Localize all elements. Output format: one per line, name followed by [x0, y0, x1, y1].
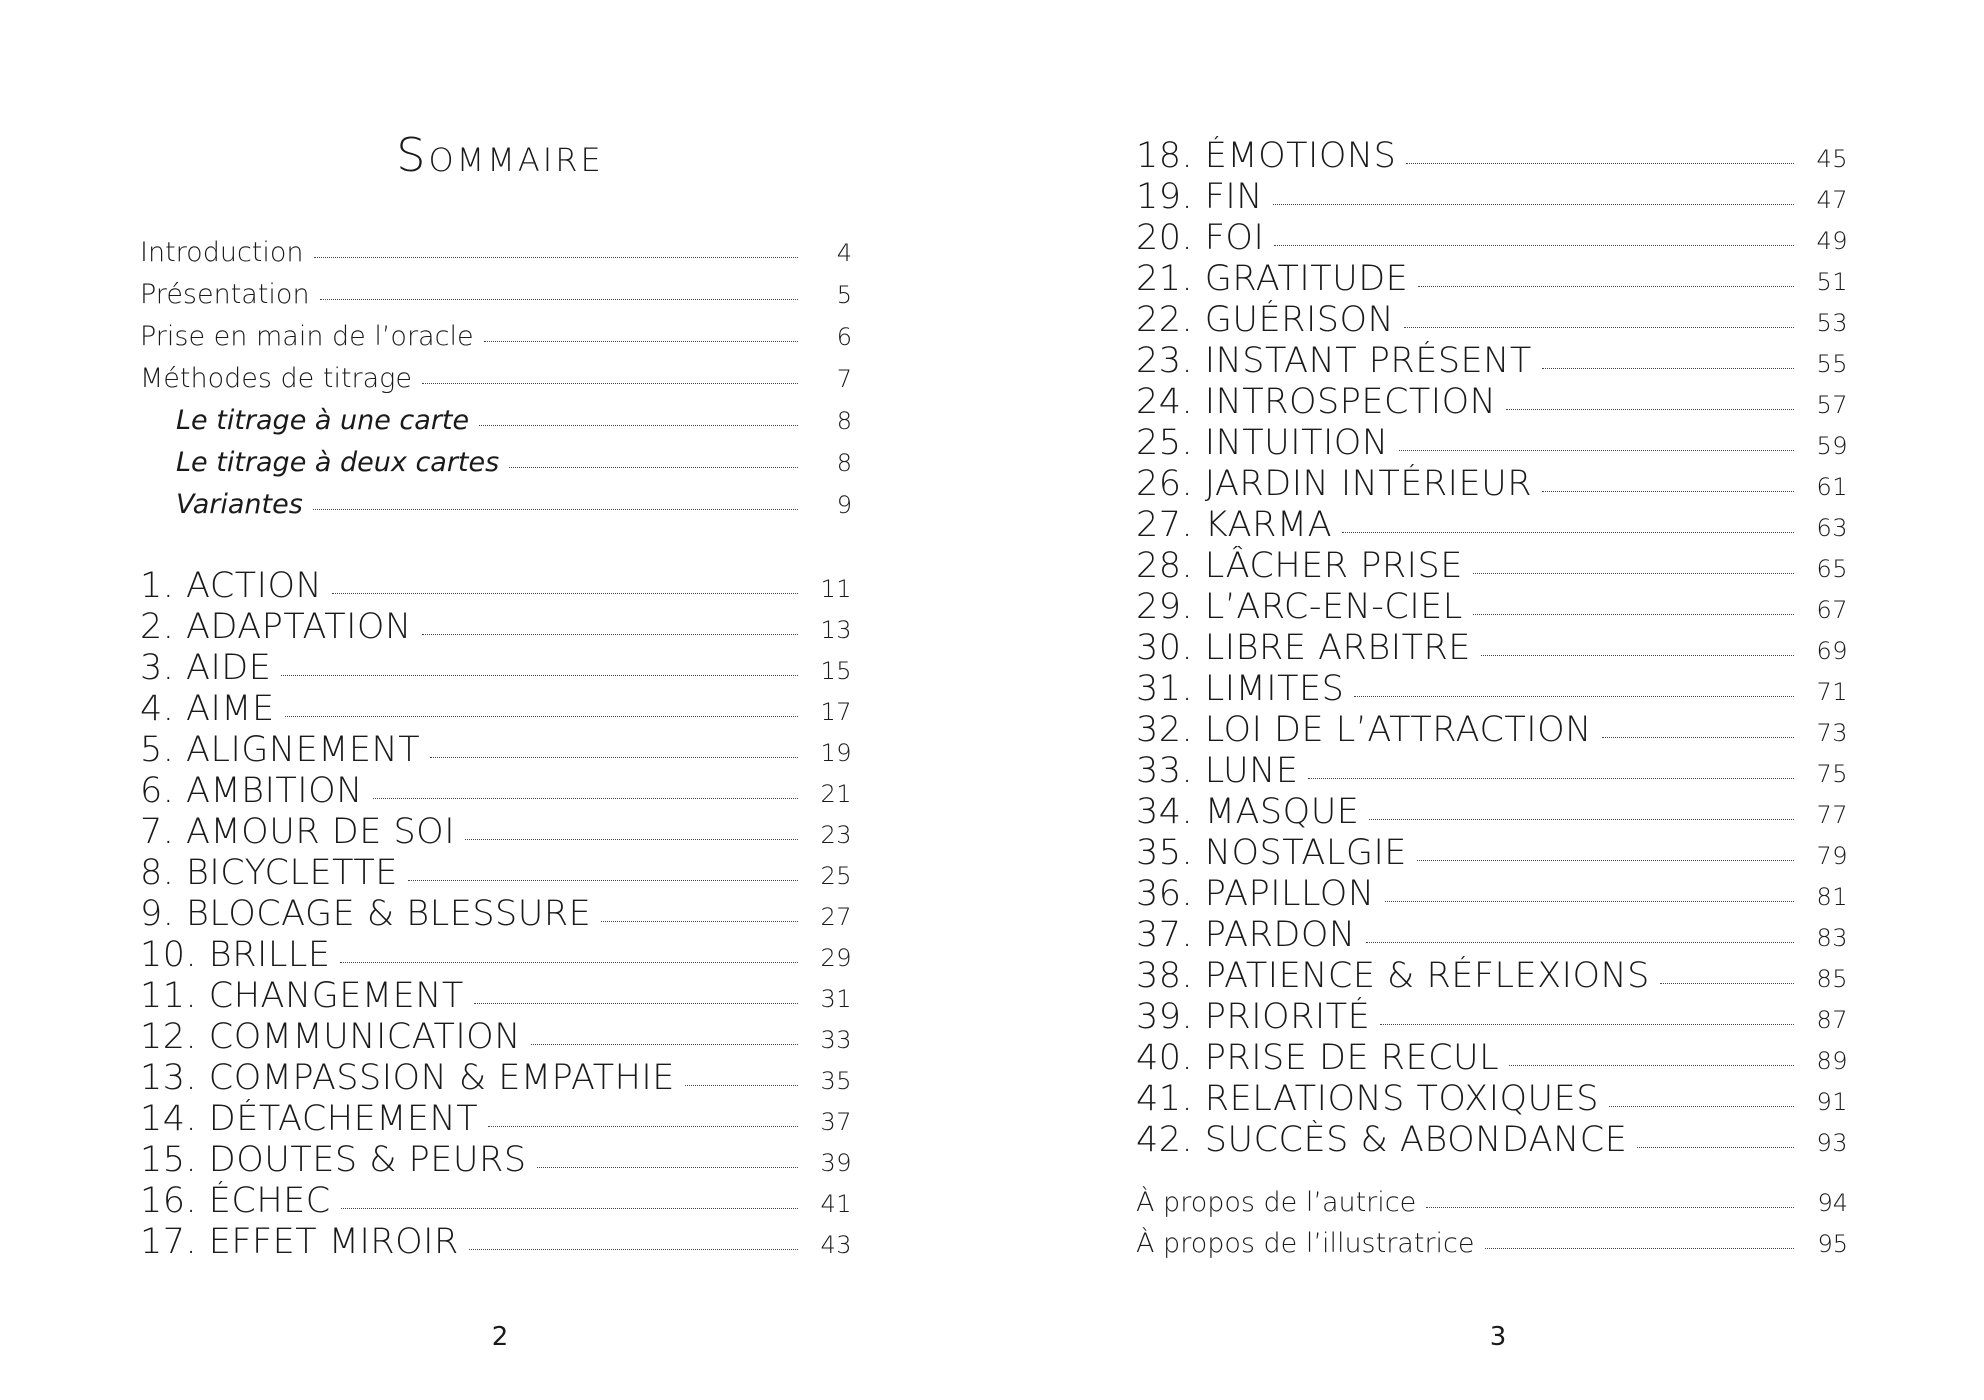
toc-chapter-page: 61: [1816, 473, 1848, 501]
toc-chapter-label: 8. BICYCLETTE: [140, 853, 398, 893]
toc-chapter-label: 21. GRATITUDE: [1136, 259, 1409, 299]
toc-chapter-page: 63: [1816, 514, 1848, 542]
dot-leader: [484, 341, 798, 342]
toc-chapter-page: 31: [820, 985, 852, 1013]
toc-chapter[interactable]: [1136, 587, 1848, 628]
dot-leader: [340, 962, 798, 963]
toc-chapter[interactable]: [1136, 1120, 1848, 1161]
toc-chapter[interactable]: [140, 771, 852, 812]
dot-leader: [1473, 573, 1794, 574]
toc-chapter[interactable]: [140, 894, 852, 935]
dot-leader: [1354, 696, 1794, 697]
toc-chapter-page: 51: [1816, 268, 1848, 296]
toc-chapter-page: 35: [820, 1067, 852, 1095]
toc-chapter-label: 16. ÉCHEC: [140, 1181, 331, 1221]
dot-leader: [1385, 901, 1794, 902]
toc-chapter-page: 47: [1816, 186, 1848, 214]
dot-leader: [1602, 737, 1794, 738]
dot-leader: [509, 467, 798, 468]
toc-chapter[interactable]: [140, 1017, 852, 1058]
dot-leader: [314, 257, 798, 258]
toc-chapter[interactable]: [1136, 956, 1848, 997]
toc-chapter[interactable]: [1136, 546, 1848, 587]
toc-chapter[interactable]: [1136, 833, 1848, 874]
toc-chapter[interactable]: [1136, 997, 1848, 1038]
toc-entry[interactable]: [140, 358, 852, 400]
dot-leader: [1542, 491, 1794, 492]
toc-chapter-label: 28. LÂCHER PRISE: [1136, 546, 1463, 586]
toc-entry-page: 7: [836, 365, 852, 393]
toc-chapter-page: 11: [820, 575, 852, 603]
dot-leader: [1380, 1024, 1794, 1025]
toc-chapter-label: 35. NOSTALGIE: [1136, 833, 1407, 873]
toc-chapter-page: 15: [820, 657, 852, 685]
toc-chapter[interactable]: [1136, 259, 1848, 300]
dot-leader: [408, 880, 798, 881]
toc-chapter-page: 73: [1816, 719, 1848, 747]
toc-chapter-page: 19: [820, 739, 852, 767]
toc-chapter-label: 9. BLOCAGE & BLESSURE: [140, 894, 592, 934]
toc-chapter-page: 41: [820, 1190, 852, 1218]
toc-chapter-label: 7. AMOUR DE SOI: [140, 812, 456, 852]
toc-chapter[interactable]: [140, 1222, 852, 1263]
dot-leader: [479, 425, 798, 426]
toc-chapter-page: 23: [820, 821, 852, 849]
toc-entry-page: 5: [836, 281, 852, 309]
toc-chapter-label: 6. AMBITION: [140, 771, 363, 811]
dot-leader: [1366, 942, 1794, 943]
toc-chapter-label: 1. ACTION: [140, 566, 323, 606]
toc-chapter[interactable]: [140, 976, 852, 1017]
toc-subentry[interactable]: [140, 442, 852, 484]
toc-chapter-page: 75: [1816, 760, 1848, 788]
toc-chapter-page: 65: [1816, 555, 1848, 583]
toc-chapter-label: 30. LIBRE ARBITRE: [1136, 628, 1471, 668]
toc-entry-page: 4: [836, 239, 852, 267]
toc-chapter[interactable]: [140, 1099, 852, 1140]
toc-chapter-label: 2. ADAPTATION: [140, 607, 412, 647]
toc-entry-label: Le titrage à une carte: [176, 405, 470, 436]
toc-entry[interactable]: [1136, 1223, 1848, 1264]
dot-leader: [1426, 1207, 1794, 1208]
toc-chapter-page: 91: [1816, 1088, 1848, 1116]
toc-entry-page: 8: [836, 449, 852, 477]
toc-chapter[interactable]: [140, 853, 852, 894]
dot-leader: [1509, 1065, 1794, 1066]
toc-chapter[interactable]: [1136, 628, 1848, 669]
toc-entry-label: Présentation: [140, 279, 310, 310]
dot-leader: [469, 1249, 798, 1250]
toc-about-list: [1136, 1182, 1848, 1264]
toc-chapter-label: 17. EFFET MIROIR: [140, 1222, 459, 1262]
dot-leader: [537, 1167, 798, 1168]
toc-entry[interactable]: [1136, 1182, 1848, 1223]
toc-subentry[interactable]: [140, 484, 852, 526]
toc-chapters-right-list: [1136, 136, 1848, 1161]
toc-chapter-page: 53: [1816, 309, 1848, 337]
toc-chapter-page: 59: [1816, 432, 1848, 460]
toc-chapter-label: 29. L’ARC-EN-CIEL: [1136, 587, 1463, 627]
toc-chapter-page: 57: [1816, 391, 1848, 419]
dot-leader: [373, 798, 798, 799]
toc-chapter[interactable]: [140, 730, 852, 771]
toc-chapter-page: 17: [820, 698, 852, 726]
toc-chapter-page: 77: [1816, 801, 1848, 829]
dot-leader: [474, 1003, 798, 1004]
dot-leader: [1369, 819, 1794, 820]
toc-chapter[interactable]: [1136, 300, 1848, 341]
toc-chapter[interactable]: [140, 935, 852, 976]
dot-leader: [430, 757, 798, 758]
toc-chapter-page: 79: [1816, 842, 1848, 870]
toc-chapter-label: 4. AIME: [140, 689, 275, 729]
dot-leader: [1406, 163, 1794, 164]
toc-entry[interactable]: [140, 316, 852, 358]
toc-chapter-label: 32. LOI DE L’ATTRACTION: [1136, 710, 1592, 750]
toc-chapter[interactable]: [1136, 751, 1848, 792]
toc-chapter-label: 27. KARMA: [1136, 505, 1333, 545]
dot-leader: [422, 383, 798, 384]
toc-chapter-page: 67: [1816, 596, 1848, 624]
toc-chapter[interactable]: [140, 648, 852, 689]
toc-chapter-page: 49: [1816, 227, 1848, 255]
dot-leader: [1506, 409, 1794, 410]
dot-leader: [1418, 286, 1794, 287]
toc-chapter-label: 14. DÉTACHEMENT: [140, 1099, 479, 1139]
toc-chapter-page: 69: [1816, 637, 1848, 665]
dot-leader: [285, 716, 798, 717]
dot-leader: [1417, 860, 1794, 861]
toc-chapter-label: 31. LIMITES: [1136, 669, 1345, 709]
toc-chapter-page: 21: [820, 780, 852, 808]
toc-chapter[interactable]: [1136, 915, 1848, 956]
toc-chapter-page: 55: [1816, 350, 1848, 378]
dot-leader: [1404, 327, 1794, 328]
toc-chapter-label: 12. COMMUNICATION: [140, 1017, 521, 1057]
toc-entry-page: 9: [836, 491, 852, 519]
toc-chapter[interactable]: [1136, 710, 1848, 751]
dot-leader: [422, 634, 798, 635]
toc-chapter-label: 34. MASQUE: [1136, 792, 1360, 832]
toc-chapter-page: 81: [1816, 883, 1848, 911]
toc-chapter[interactable]: [1136, 341, 1848, 382]
toc-entry-page: 6: [836, 323, 852, 351]
toc-entry-page: 95: [1817, 1230, 1848, 1258]
dot-leader: [1485, 1248, 1794, 1249]
toc-chapter[interactable]: [1136, 874, 1848, 915]
dot-leader: [1473, 614, 1794, 615]
toc-chapter-label: 24. INTROSPECTION: [1136, 382, 1497, 422]
toc-chapter-label: 13. COMPASSION & EMPATHIE: [140, 1058, 675, 1098]
toc-entry[interactable]: [140, 274, 852, 316]
toc-entry-page: 8: [836, 407, 852, 435]
dot-leader: [341, 1208, 798, 1209]
toc-chapter-page: 27: [820, 903, 852, 931]
dot-leader: [1609, 1106, 1794, 1107]
toc-chapter[interactable]: [1136, 1038, 1848, 1079]
toc-chapter-label: 25. INTUITION: [1136, 423, 1389, 463]
toc-chapter-label: 3. AIDE: [140, 648, 272, 688]
toc-chapter-label: 11. CHANGEMENT: [140, 976, 464, 1016]
toc-chapter-label: 41. RELATIONS TOXIQUES: [1136, 1079, 1600, 1119]
toc-chapter[interactable]: [1136, 505, 1848, 546]
toc-entry-label: À propos de l’autrice: [1136, 1187, 1417, 1218]
dot-leader: [685, 1085, 798, 1086]
toc-chapter-page: 89: [1816, 1047, 1848, 1075]
toc-entry-label: Le titrage à deux cartes: [176, 447, 500, 478]
page-title: Sommaire: [396, 128, 604, 182]
dot-leader: [1342, 532, 1794, 533]
toc-chapter[interactable]: [1136, 136, 1848, 177]
dot-leader: [531, 1044, 798, 1045]
toc-chapter[interactable]: [140, 689, 852, 730]
toc-chapter[interactable]: [140, 607, 852, 648]
toc-chapter-label: 10. BRILLE: [140, 935, 331, 975]
dot-leader: [1399, 450, 1794, 451]
page-number-left: 2: [491, 1322, 509, 1352]
toc-chapter-label: 33. LUNE: [1136, 751, 1299, 791]
toc-chapters-left-list: [140, 566, 852, 1263]
toc-chapter-page: 25: [820, 862, 852, 890]
toc-chapter-page: 33: [820, 1026, 852, 1054]
toc-chapter[interactable]: [1136, 669, 1848, 710]
toc-intro-list: [140, 232, 852, 526]
toc-chapter-label: 20. FOI: [1136, 218, 1265, 258]
toc-entry-label: Variantes: [176, 489, 303, 520]
dot-leader: [488, 1126, 798, 1127]
toc-entry-label: Méthodes de titrage: [140, 363, 412, 394]
toc-chapter-label: 36. PAPILLON: [1136, 874, 1375, 914]
toc-chapter-label: 40. PRISE DE RECUL: [1136, 1038, 1500, 1078]
toc-chapter[interactable]: [1136, 423, 1848, 464]
toc-chapter[interactable]: [1136, 1079, 1848, 1120]
toc-chapter[interactable]: [1136, 382, 1848, 423]
dot-leader: [1637, 1147, 1794, 1148]
dot-leader: [465, 839, 798, 840]
toc-chapter[interactable]: [1136, 177, 1848, 218]
toc-chapter-page: 85: [1816, 965, 1848, 993]
dot-leader: [1274, 245, 1794, 246]
toc-chapter-page: 93: [1816, 1129, 1848, 1157]
toc-chapter[interactable]: [1136, 464, 1848, 505]
dot-leader: [1660, 983, 1794, 984]
toc-chapter-label: 39. PRIORITÉ: [1136, 997, 1371, 1037]
dot-leader: [1273, 204, 1794, 205]
toc-chapter-page: 13: [820, 616, 852, 644]
toc-entry-page: 94: [1817, 1189, 1848, 1217]
toc-chapter[interactable]: [1136, 792, 1848, 833]
toc-chapter-label: 18. ÉMOTIONS: [1136, 136, 1397, 176]
toc-chapter-label: 42. SUCCÈS & ABONDANCE: [1136, 1120, 1628, 1160]
toc-chapter[interactable]: [140, 566, 852, 607]
toc-chapter-label: 5. ALIGNEMENT: [140, 730, 421, 770]
dot-leader: [1481, 655, 1794, 656]
dot-leader: [601, 921, 798, 922]
toc-entry-label: À propos de l’illustratrice: [1136, 1228, 1475, 1259]
toc-chapter[interactable]: [140, 1181, 852, 1222]
toc-chapter-page: 43: [820, 1231, 852, 1259]
page-number-right: 3: [1489, 1322, 1507, 1352]
toc-chapter-page: 45: [1816, 145, 1848, 173]
toc-chapter-label: 38. PATIENCE & RÉFLEXIONS: [1136, 956, 1650, 996]
toc-chapter-label: 22. GUÉRISON: [1136, 300, 1395, 340]
toc-chapter-page: 39: [820, 1149, 852, 1177]
dot-leader: [313, 509, 798, 510]
toc-chapter-page: 71: [1816, 678, 1848, 706]
toc-entry-label: Introduction: [140, 237, 304, 268]
toc-entry-label: Prise en main de l’oracle: [140, 321, 474, 352]
toc-entry[interactable]: [140, 232, 852, 274]
dot-leader: [1308, 778, 1794, 779]
toc-chapter[interactable]: [140, 1140, 852, 1181]
toc-chapter[interactable]: [140, 1058, 852, 1099]
toc-chapter-label: 19. FIN: [1136, 177, 1263, 217]
dot-leader: [1542, 368, 1794, 369]
toc-chapter[interactable]: [1136, 218, 1848, 259]
dot-leader: [281, 675, 798, 676]
toc-subentry[interactable]: [140, 400, 852, 442]
toc-chapter-label: 15. DOUTES & PEURS: [140, 1140, 527, 1180]
dot-leader: [320, 299, 798, 300]
toc-chapter[interactable]: [140, 812, 852, 853]
toc-chapter-page: 29: [820, 944, 852, 972]
toc-chapter-label: 23. INSTANT PRÉSENT: [1136, 341, 1532, 381]
toc-chapter-page: 87: [1816, 1006, 1848, 1034]
toc-chapter-page: 83: [1816, 924, 1848, 952]
toc-chapter-page: 37: [820, 1108, 852, 1136]
dot-leader: [332, 593, 798, 594]
toc-chapter-label: 26. JARDIN INTÉRIEUR: [1136, 464, 1533, 504]
toc-chapter-label: 37. PARDON: [1136, 915, 1356, 955]
